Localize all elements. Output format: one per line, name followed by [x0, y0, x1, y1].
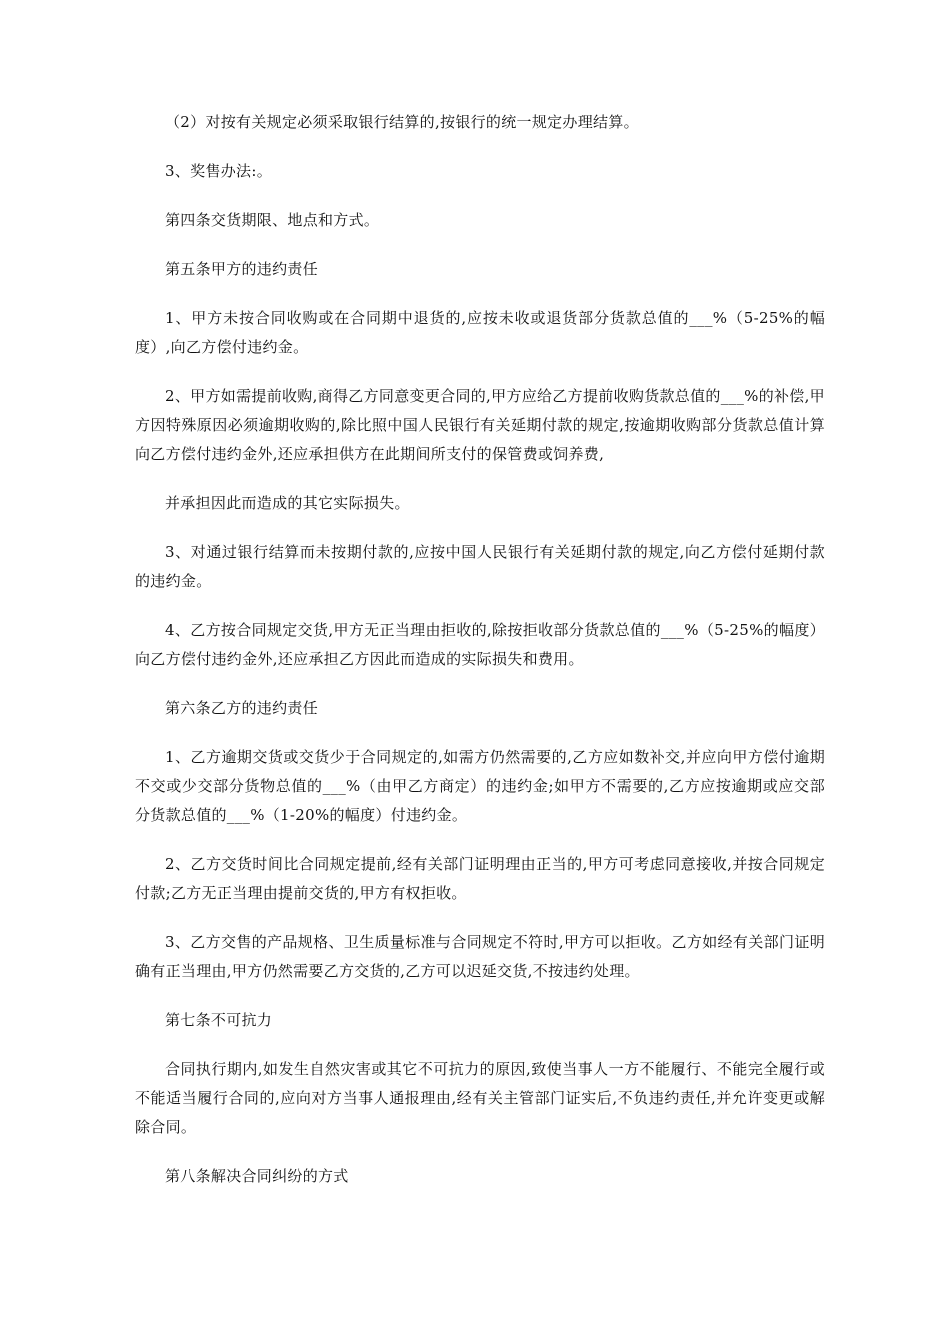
heading-article-5: 第五条甲方的违约责任	[165, 260, 319, 278]
paragraph-article-6-item-2: 2、乙方交货时间比合同规定提前,经有关部门证明理由正当的,甲方可考虑同意接收,并按合同规定付款;乙方无正当理由提前交货的,甲方有权拒收。	[135, 855, 825, 902]
heading-article-7: 第七条不可抗力	[165, 1011, 273, 1029]
heading-article-6: 第六条乙方的违约责任	[165, 699, 319, 717]
paragraph-article-6-item-3: 3、乙方交售的产品规格、卫生质量标准与合同规定不符时,甲方可以拒收。乙方如经有关部门证明确有正当理由,甲方仍然需要乙方交货的,乙方可以迟延交货,不按违约处理。	[135, 933, 825, 980]
heading-article-4: 第四条交货期限、地点和方式。	[165, 211, 380, 229]
heading-article-8: 第八条解决合同纠纷的方式	[165, 1167, 349, 1185]
paragraph-reward-method: 3、奖售办法:。	[165, 162, 272, 180]
paragraph-article-5-item-2-cont: 并承担因此而造成的其它实际损失。	[165, 494, 410, 512]
paragraph-article-5-item-3: 3、对通过银行结算而未按期付款的,应按中国人民银行有关延期付款的规定,向乙方偿付延期付款的违约金。	[135, 543, 825, 590]
paragraph-article-5-item-2: 2、甲方如需提前收购,商得乙方同意变更合同的,甲方应给乙方提前收购货款总值的___%的补偿,甲方因特殊原因必须逾期收购的,除比照中国人民银行有关延期付款的规定,按逾期收购部分货款总值计算向乙方偿付违约金外,还应承担供方在此期间所支付的保管费或饲养费,	[135, 387, 825, 463]
paragraph-bank-settlement: （2）对按有关规定必须采取银行结算的,按银行的统一规定办理结算。	[165, 113, 639, 131]
paragraph-article-5-item-1: 1、甲方未按合同收购或在合同期中退货的,应按未收或退货部分货款总值的___%（5-25%的幅度）,向乙方偿付违约金。	[135, 309, 825, 356]
paragraph-article-7-body: 合同执行期内,如发生自然灾害或其它不可抗力的原因,致使当事人一方不能履行、不能完全履行或不能适当履行合同的,应向对方当事人通报理由,经有关主管部门证实后,不负违约责任,并允许变更或解除合同。	[135, 1060, 825, 1136]
document-body	[135, 108, 825, 1211]
paragraph-article-5-item-4: 4、乙方按合同规定交货,甲方无正当理由拒收的,除按拒收部分货款总值的___%（5-25%的幅度）向乙方偿付违约金外,还应承担乙方因此而造成的实际损失和费用。	[135, 621, 825, 668]
paragraph-article-6-item-1: 1、乙方逾期交货或交货少于合同规定的,如需方仍然需要的,乙方应如数补交,并应向甲方偿付逾期不交或少交部分货物总值的___%（由甲乙方商定）的违约金;如甲方不需要的,乙方应按逾期或应交部分货款总值的___%（1-20%的幅度）付违约金。	[135, 748, 825, 824]
